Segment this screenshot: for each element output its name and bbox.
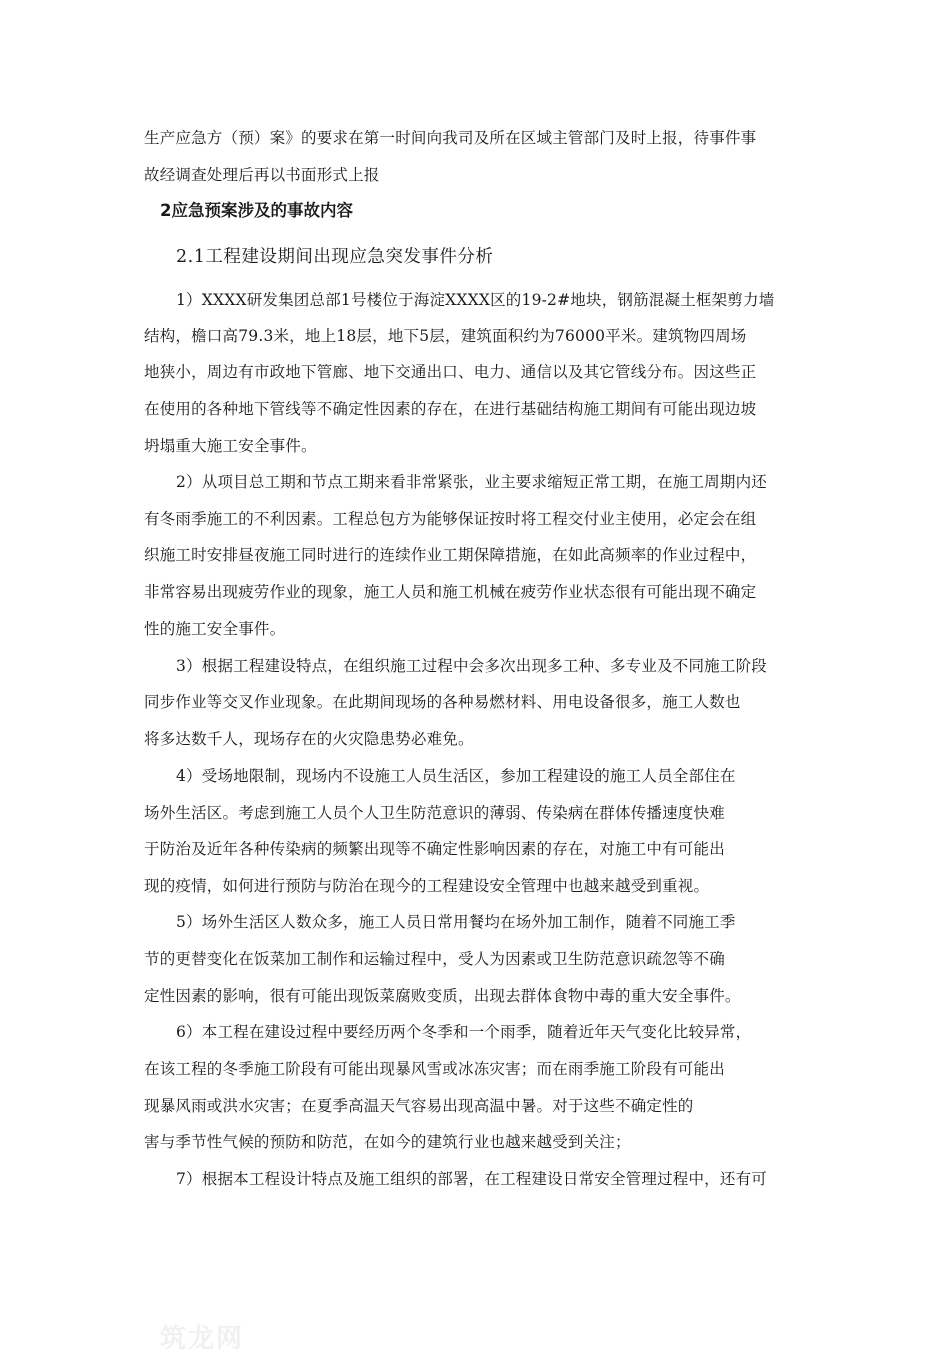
paragraph-1-line-4: 在使用的各种地下管线等不确定性因素的存在，在进行基础结构施工期间有可能出现边坡	[144, 400, 757, 418]
paragraph-6-line-3: 现暴风雨或洪水灾害；在夏季高温天气容易出现高温中暑。对于这些不确定性的	[144, 1097, 694, 1115]
paragraph-5-line-2: 节的更替变化在饭菜加工制作和运输过程中，受人为因素或卫生防范意识疏忽等不确	[144, 950, 725, 968]
paragraph-4-line-4: 现的疫情，如何进行预防与防治在现今的工程建设安全管理中也越来越受到重视。	[144, 877, 710, 895]
paragraph-6-line-1: 6）本工程在建设过程中要经历两个冬季和一个雨季，随着近年天气变化比较异常，	[176, 1023, 752, 1041]
paragraph-2-line-5: 性的施工安全事件。	[144, 620, 286, 638]
paragraph-1-line-5: 坍塌重大施工安全事件。	[144, 437, 317, 455]
paragraph-3-line-1: 3）根据工程建设特点，在组织施工过程中会多次出现多工种、多专业及不同施工阶段	[176, 657, 767, 675]
paragraph-3-line-3: 将多达数千人，现场存在的火灾隐患势必难免。	[144, 730, 474, 748]
paragraph-2-line-2: 有冬雨季施工的不利因素。工程总包方为能够保证按时将工程交付业主使用，必定会在组	[144, 510, 757, 528]
paragraph-3-line-2: 同步作业等交叉作业现象。在此期间现场的各种易燃材料、用电设备很多，施工人数也	[144, 693, 741, 711]
intro-line-1: 生产应急方（预）案》的要求在第一时间向我司及所在区域主管部门及时上报，待事件事	[144, 129, 757, 147]
subsection-heading: 2.1工程建设期间出现应急突发事件分析	[176, 247, 494, 267]
paragraph-1-line-3: 地狭小，周边有市政地下管廊、地下交通出口、电力、通信以及其它管线分布。因这些正	[144, 363, 757, 381]
paragraph-6-line-4: 害与季节性气候的预防和防范，在如今的建筑行业也越来越受到关注；	[144, 1133, 631, 1151]
paragraph-2-line-1: 2）从项目总工期和节点工期来看非常紧张，业主要求缩短正常工期，在施工周期内还	[176, 473, 767, 491]
paragraph-1-line-1: 1）XXXX研发集团总部1号楼位于海淀XXXX区的19-2#地块，钢筋混凝土框架剪力墙	[176, 291, 775, 309]
paragraph-4-line-2: 场外生活区。考虑到施工人员个人卫生防范意识的薄弱、传染病在群体传播速度快难	[144, 804, 725, 822]
paragraph-7-line-1: 7）根据本工程设计特点及施工组织的部署，在工程建设日常安全管理过程中，还有可	[176, 1170, 767, 1188]
paragraph-2-line-3: 织施工时安排昼夜施工同时进行的连续作业工期保障措施，在如此高频率的作业过程中，	[144, 546, 757, 564]
watermark: 筑龙网	[160, 1324, 245, 1354]
paragraph-1-line-2: 结构，檐口高79.3米，地上18层，地下5层，建筑面积约为76000平米。建筑物四周场	[144, 327, 747, 345]
paragraph-4-line-3: 于防治及近年各种传染病的频繁出现等不确定性影响因素的存在，对施工中有可能出	[144, 840, 725, 858]
paragraph-5-line-1: 5）场外生活区人数众多，施工人员日常用餐均在场外加工制作，随着不同施工季	[176, 913, 736, 931]
intro-line-2: 故经调查处理后再以书面形式上报	[144, 166, 380, 184]
section-heading: 2应急预案涉及的事故内容	[160, 201, 353, 220]
paragraph-5-line-3: 定性因素的影响，很有可能出现饭菜腐败变质，出现去群体食物中毒的重大安全事件。	[144, 987, 741, 1005]
paragraph-4-line-1: 4）受场地限制，现场内不设施工人员生活区，参加工程建设的施工人员全部住在	[176, 767, 736, 785]
paragraph-6-line-2: 在该工程的冬季施工阶段有可能出现暴风雪或冰冻灾害；而在雨季施工阶段有可能出	[144, 1060, 725, 1078]
paragraph-2-line-4: 非常容易出现疲劳作业的现象，施工人员和施工机械在疲劳作业状态很有可能出现不确定	[144, 583, 757, 601]
